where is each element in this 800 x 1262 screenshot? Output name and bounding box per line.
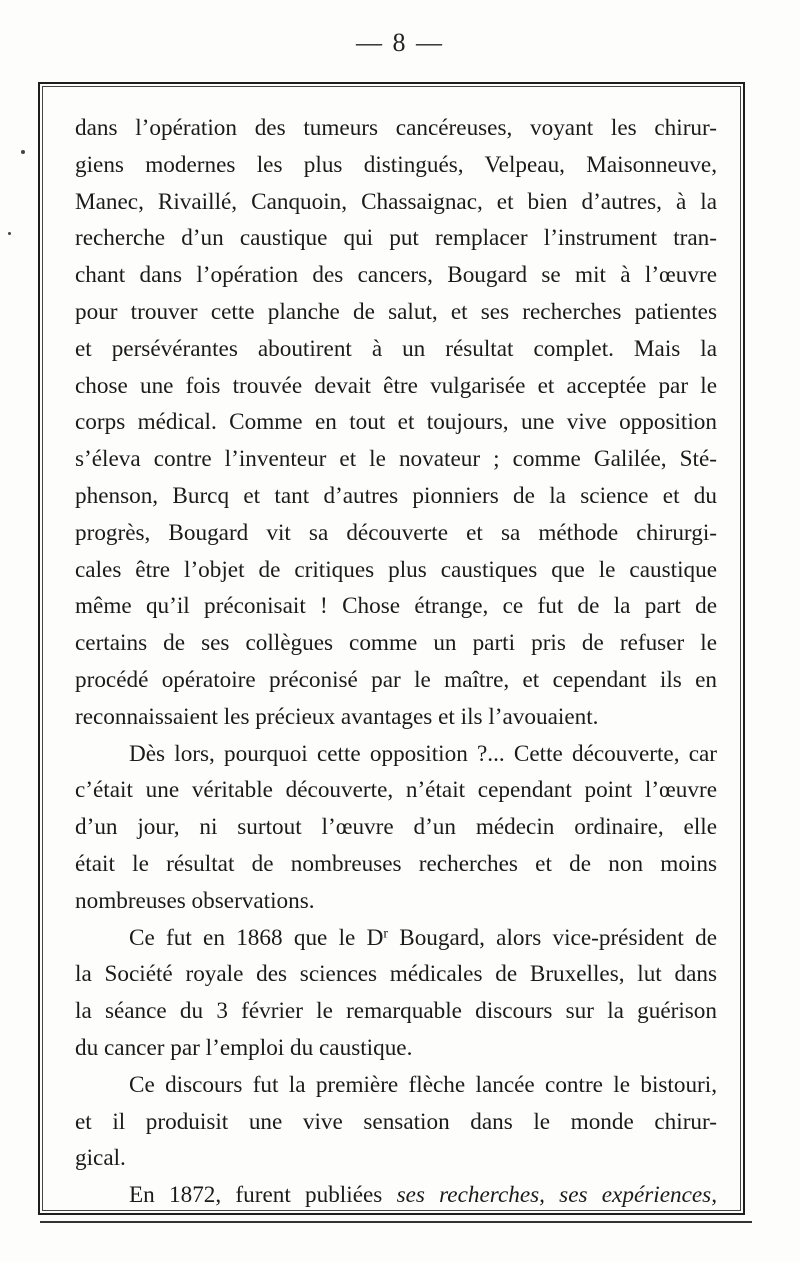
superscript: r — [383, 925, 388, 941]
text-line: s’éleva contre l’inventeur et le novateur ; comme Galilée, Sté- — [75, 446, 717, 473]
text-line: et persévérantes aboutirent à un résultat complet. Mais la — [75, 335, 717, 362]
text-line: giens modernes les plus distingués, Velpeau, Maisonneuve, — [75, 151, 717, 178]
text-line: corps médical. Comme en tout et toujours, une vive opposition — [75, 409, 717, 436]
text-line: c’était une véritable découverte, n’était cependant point l’œuvre — [75, 777, 717, 804]
text-line: Manec, Rivaillé, Canquoin, Chassaignac, et bien d’autres, à la — [75, 188, 717, 215]
text-line: phenson, Burcq et tant d’autres pionniers de la science et du — [75, 482, 717, 509]
text-line: d’un jour, ni surtout l’œuvre d’un médecin ordinaire, elle — [75, 814, 717, 841]
text-line: reconnaissaient les précieux avantages et ils l’avouaient. — [75, 703, 599, 730]
text-line: la séance du 3 février le remarquable discours sur la guérison — [75, 998, 717, 1025]
text-line: dans l’opération des tumeurs cancéreuses, voyant les chirur- — [75, 115, 717, 141]
text-line: Ce discours fut la première flèche lancée contre le bistouri, — [129, 1071, 717, 1098]
page-bottom-rule — [40, 1221, 752, 1223]
ink-speck — [8, 232, 11, 235]
text-line-with-superscript — [75, 920, 717, 957]
text-line: gical. — [75, 1145, 126, 1172]
text-line: même qu’il préconisait ! Chose étrange, ce fut de la part de — [75, 593, 717, 620]
text-line: recherche d’un caustique qui put remplacer l’instrument tran- — [75, 225, 717, 252]
text-line-with-italic — [75, 1177, 717, 1214]
text-line: progrès, Bougard vit sa découverte et sa méthode chirurgi- — [75, 519, 717, 546]
italic-text: ses recherches, ses expériences, — [396, 1182, 717, 1209]
text-line: chant dans l’opération des cancers, Bougard se mit à l’œuvre — [75, 262, 717, 289]
text-line: du cancer par l’emploi du caustique. — [75, 1034, 413, 1061]
text-line: et il produisit une vive sensation dans le monde chirur- — [75, 1108, 717, 1135]
text-line: cales être l’objet de critiques plus caustiques que le caustique — [75, 556, 717, 583]
text-fragment: Bougard, alors vice-président de — [387, 924, 717, 951]
text-fragment: En 1872, furent publiées — [129, 1182, 383, 1209]
text-line: était le résultat de nombreuses recherches et de non moins — [75, 850, 717, 877]
ink-speck — [21, 150, 25, 154]
text-line: Dès lors, pourquoi cette opposition ?... Cette découverte, car — [129, 740, 717, 767]
text-line: chose une fois trouvée devait être vulgarisée et acceptée par le — [75, 372, 717, 399]
text-line: nombreuses observations. — [75, 887, 315, 914]
text-line: pour trouver cette planche de salut, et ses recherches patientes — [75, 298, 717, 325]
body-text — [75, 110, 717, 1214]
text-line: procédé opératoire préconisé par le maître, et cependant ils en — [75, 666, 717, 693]
page-number: — 8 — — [356, 28, 444, 57]
text-line: la Société royale des sciences médicales de Bruxelles, lut dans — [75, 961, 717, 988]
text-line: certains de ses collègues comme un parti pris de refuser le — [75, 630, 717, 657]
text-fragment: Ce fut en 1868 que le D — [129, 924, 384, 951]
